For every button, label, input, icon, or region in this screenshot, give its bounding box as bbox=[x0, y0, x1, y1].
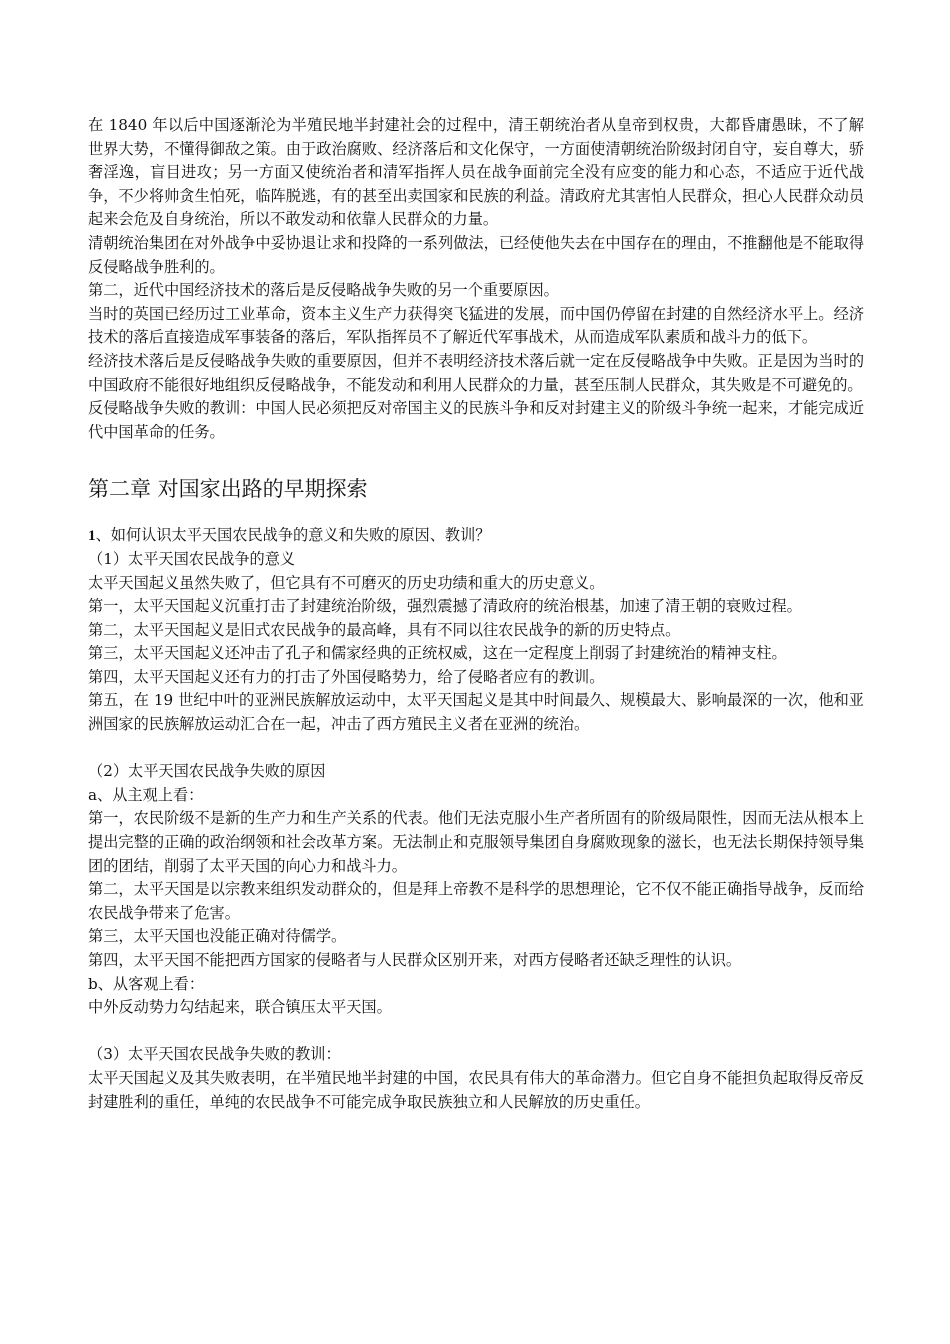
question-heading bbox=[88, 524, 864, 548]
paragraph: 第三，太平天国起义还冲击了孔子和儒家经典的正统权威，这在一定程度上削弱了封建统治的精神支柱。 bbox=[88, 644, 787, 663]
paragraph: 清朝统治集团在对外战争中妥协退让求和投降的一系列做法，已经使他失去在中国存在的理由，不推翻他是不能取得反侵略战争胜利的。 bbox=[88, 233, 864, 276]
paragraph: 第四，太平天国不能把西方国家的侵略者与人民群众区别开来，对西方侵略者还缺乏理性的认识。 bbox=[88, 951, 742, 969]
part-1 bbox=[88, 548, 864, 737]
paragraph: 当时的英国已经历过工业革命，资本主义生产力获得突飞猛进的发展，而中国仍停留在封建的自然经济水平上。经济技术的落后直接造成军事装备的落后，军队指挥员不了解近代军事战术，从而造成军队素质和战斗力的低下。 bbox=[88, 304, 864, 347]
paragraph: 第三，太平天国也没能正确对待儒学。 bbox=[88, 927, 347, 946]
paragraph: 第二，太平天国是以宗教来组织发动群众的，但是拜上帝教不是科学的思想理论，它不仅不能正确指导战争，反而给农民战争带来了危害。 bbox=[88, 880, 864, 922]
part-2 bbox=[88, 760, 864, 1020]
chapter-title: 第二章 对国家出路的早期探索 bbox=[88, 477, 368, 502]
paragraph: 太平天国起义虽然失败了，但它具有不可磨灭的历史功绩和重大的历史意义。 bbox=[88, 573, 605, 592]
paragraph: 第一，太平天国起义沉重打击了封建统治阶级，强烈震撼了清政府的统治根基，加速了清王朝的衰败过程。 bbox=[88, 597, 802, 616]
paragraph: 第二，太平天国起义是旧式农民战争的最高峰，具有不同以往农民战争的新的历史特点。 bbox=[88, 620, 681, 639]
paragraph: 第二，近代中国经济技术的落后是反侵略战争失败的另一个重要原因。 bbox=[88, 281, 559, 300]
paragraph: 太平天国起义及其失败表明，在半殖民地半封建的中国，农民具有伟大的革命潜力。但它自身不能担负起取得反帝反封建胜利的重任，单纯的农民战争不可能完成争取民族独立和人民解放的历史重任。 bbox=[88, 1068, 864, 1111]
paragraph: 中外反动势力勾结起来，联合镇压太平天国。 bbox=[88, 998, 392, 1017]
spacer bbox=[88, 737, 864, 761]
subheading-objective: b、从客观上看： bbox=[88, 974, 205, 993]
subheading-subjective: a、从主观上看： bbox=[88, 785, 204, 804]
section-1 bbox=[88, 114, 864, 444]
part-heading: （2）太平天国农民战争失败的原因 bbox=[88, 762, 326, 781]
part-heading: （1）太平天国农民战争的意义 bbox=[88, 549, 296, 568]
part-3 bbox=[88, 1043, 864, 1114]
spacer bbox=[88, 1020, 864, 1044]
paragraph: 第四，太平天国起义还有力的打击了外国侵略势力，给了侵略者应有的教训。 bbox=[88, 667, 605, 686]
paragraph: 第五，在 19 世纪中叶的亚洲民族解放运动中，太平天国起义是其中时间最久、规模最大、影响最深的一次，他和亚洲国家的民族解放运动汇合在一起，冲击了西方殖民主义者在亚洲的统治。 bbox=[88, 691, 864, 734]
paragraph: 在 1840 年以后中国逐渐沦为半殖民地半封建社会的过程中，清王朝统治者从皇帝到权贵，大都昏庸愚昧，不了解世界大势，不懂得御敌之策。由于政治腐败、经济落后和文化保守，一方面使清朝统治阶级封闭自守，妄自尊大，骄奢淫逸，盲目进攻；另一方面又使统治者和清军指挥人员在战争面前完全没有应变的能力和心态，不适应于近代战争，不少将帅贪生怕死，临阵脱逃，有的甚至出卖国家和民族的利益。清政府尤其害怕人民群众，担心人民群众动员起来会危及自身统治，所以不敢发动和依靠人民群众的力量。 bbox=[88, 116, 864, 229]
part-heading: （3）太平天国农民战争失败的教训： bbox=[88, 1045, 341, 1064]
question-text: 、如何认识太平天国农民战争的意义和失败的原因、教训？ bbox=[95, 526, 491, 545]
paragraph: 反侵略战争失败的教训：中国人民必须把反对帝国主义的民族斗争和反对封建主义的阶级斗争统一起来，才能完成近代中国革命的任务。 bbox=[88, 399, 864, 441]
paragraph: 经济技术落后是反侵略战争失败的重要原因，但并不表明经济技术落后就一定在反侵略战争中失败。正是因为当时的中国政府不能很好地组织反侵略战争，不能发动和利用人民群众的力量，甚至压制人民群众，其失败是不可避免的。 bbox=[88, 351, 864, 394]
question-number: 1 bbox=[88, 527, 96, 545]
document-page bbox=[88, 114, 864, 1114]
paragraph: 第一，农民阶级不是新的生产力和生产关系的代表。他们无法克服小生产者所固有的阶级局限性，因而无法从根本上提出完整的正确的政治纲领和社会改革方案。无法制止和克服领导集团自身腐败现象的滋长，也无法长期保持领导集团的团结，削弱了太平天国的向心力和战斗力。 bbox=[88, 809, 864, 875]
